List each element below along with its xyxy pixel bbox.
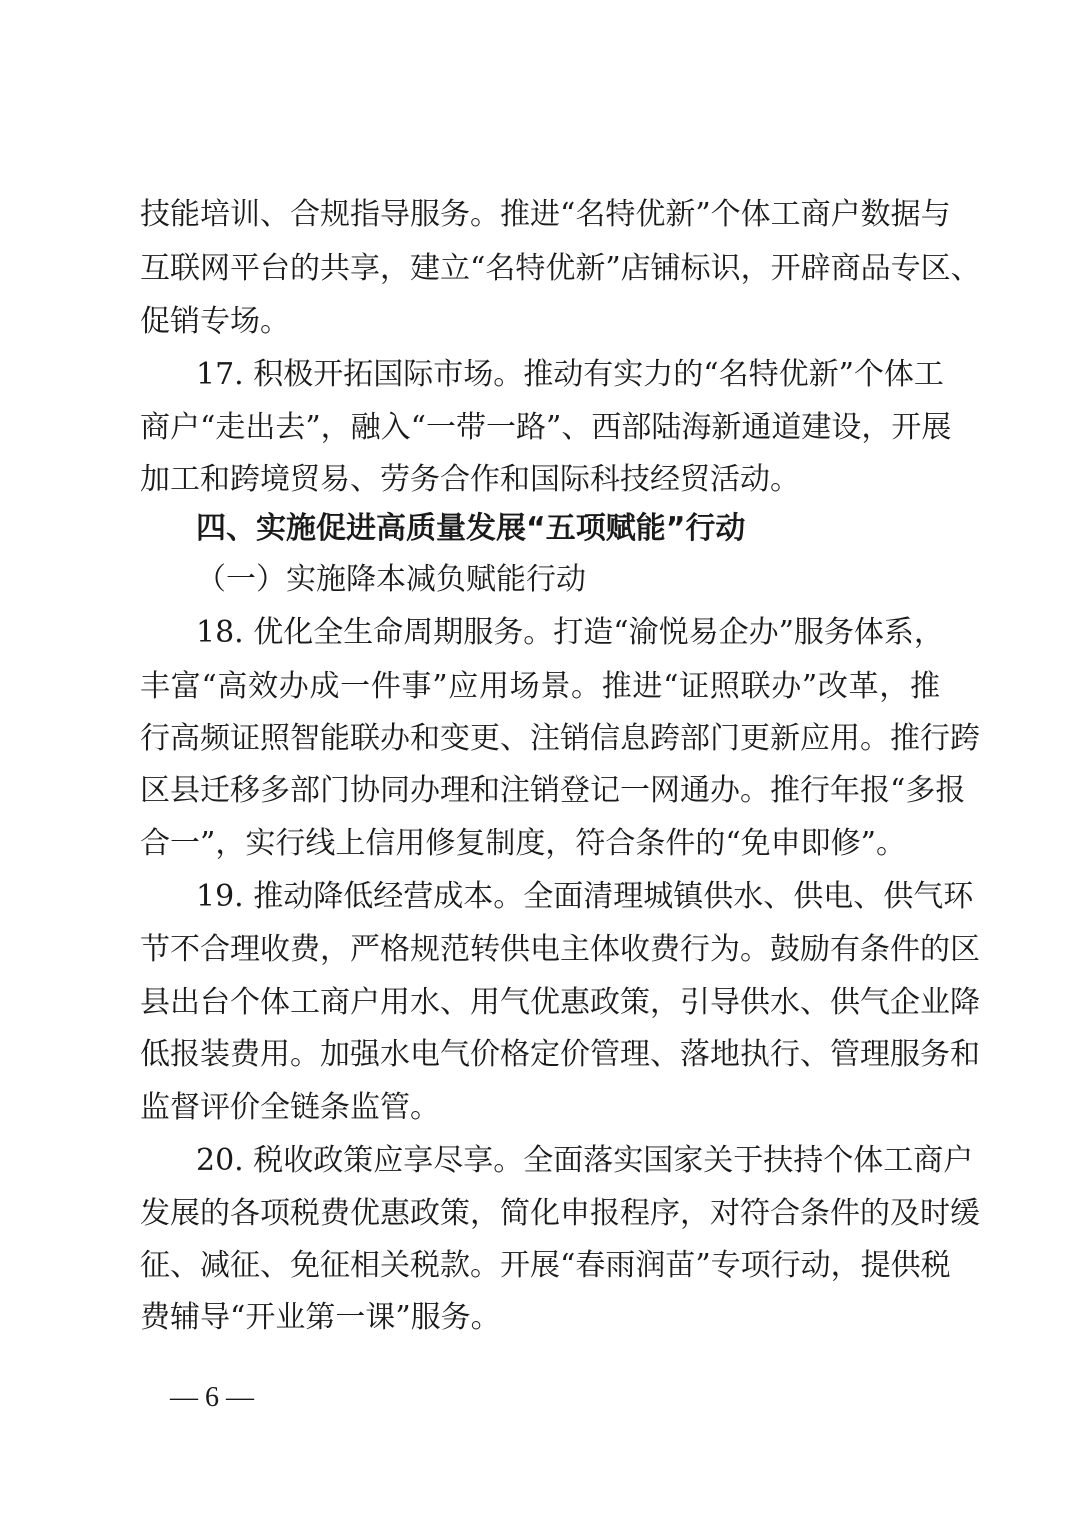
body-line: 征、减征、免征相关税款。开展“春雨润苗”专项行动，提供税 <box>140 1248 951 1283</box>
body-line: 18. 优化全生命周期服务。打造“渝悦易企办”服务体系， <box>196 615 944 650</box>
subsection-heading: （一）实施降本减负赋能行动 <box>196 562 586 597</box>
body-line: 节不合理收费，严格规范转供电主体收费行为。鼓励有条件的区 <box>140 932 980 967</box>
body-line: 发展的各项税费优惠政策，简化申报程序，对符合条件的及时缓 <box>140 1196 980 1231</box>
body-line: 行高频证照智能联办和变更、注销信息跨部门更新应用。推行跨 <box>140 721 980 756</box>
body-line: 加工和跨境贸易、劳务合作和国际科技经贸活动。 <box>140 462 800 497</box>
body-line: 20. 税收政策应享尽享。全面落实国家关于扶持个体工商户 <box>196 1143 974 1178</box>
page-number: — 6 — <box>170 1382 254 1413</box>
body-line: 合一”，实行线上信用修复制度，符合条件的“免申即修”。 <box>140 826 907 861</box>
section-heading: 四、实施促进高质量发展“五项赋能”行动 <box>196 511 746 546</box>
body-line: 区县迁移多部门协同办理和注销登记一网通办。推行年报“多报 <box>140 773 966 808</box>
body-line: 互联网平台的共享，建立“名特优新”店铺标识，开辟商品专区、 <box>140 251 981 286</box>
body-line: 监督评价全链条监管。 <box>140 1090 440 1125</box>
body-line: 技能培训、合规指导服务。推进“名特优新”个体工商户数据与 <box>140 197 951 232</box>
body-line: 商户“走出去”，融入“一带一路”、西部陆海新通道建设，开展 <box>140 410 952 445</box>
body-line: 19. 推动降低经营成本。全面清理城镇供水、供电、供气环 <box>196 879 974 914</box>
body-line: 费辅导“开业第一课”服务。 <box>140 1300 501 1335</box>
body-line: 17. 积极开拓国际市场。推动有实力的“名特优新”个体工 <box>196 357 944 392</box>
body-line: 促销专场。 <box>140 304 290 339</box>
body-line: 丰富“高效办成一件事”应用场景。推进“证照联办”改革，推 <box>140 669 940 704</box>
body-line: 低报装费用。加强水电气价格定价管理、落地执行、管理服务和 <box>140 1037 980 1072</box>
body-line: 县出台个体工商户用水、用气优惠政策，引导供水、供气企业降 <box>140 985 980 1020</box>
